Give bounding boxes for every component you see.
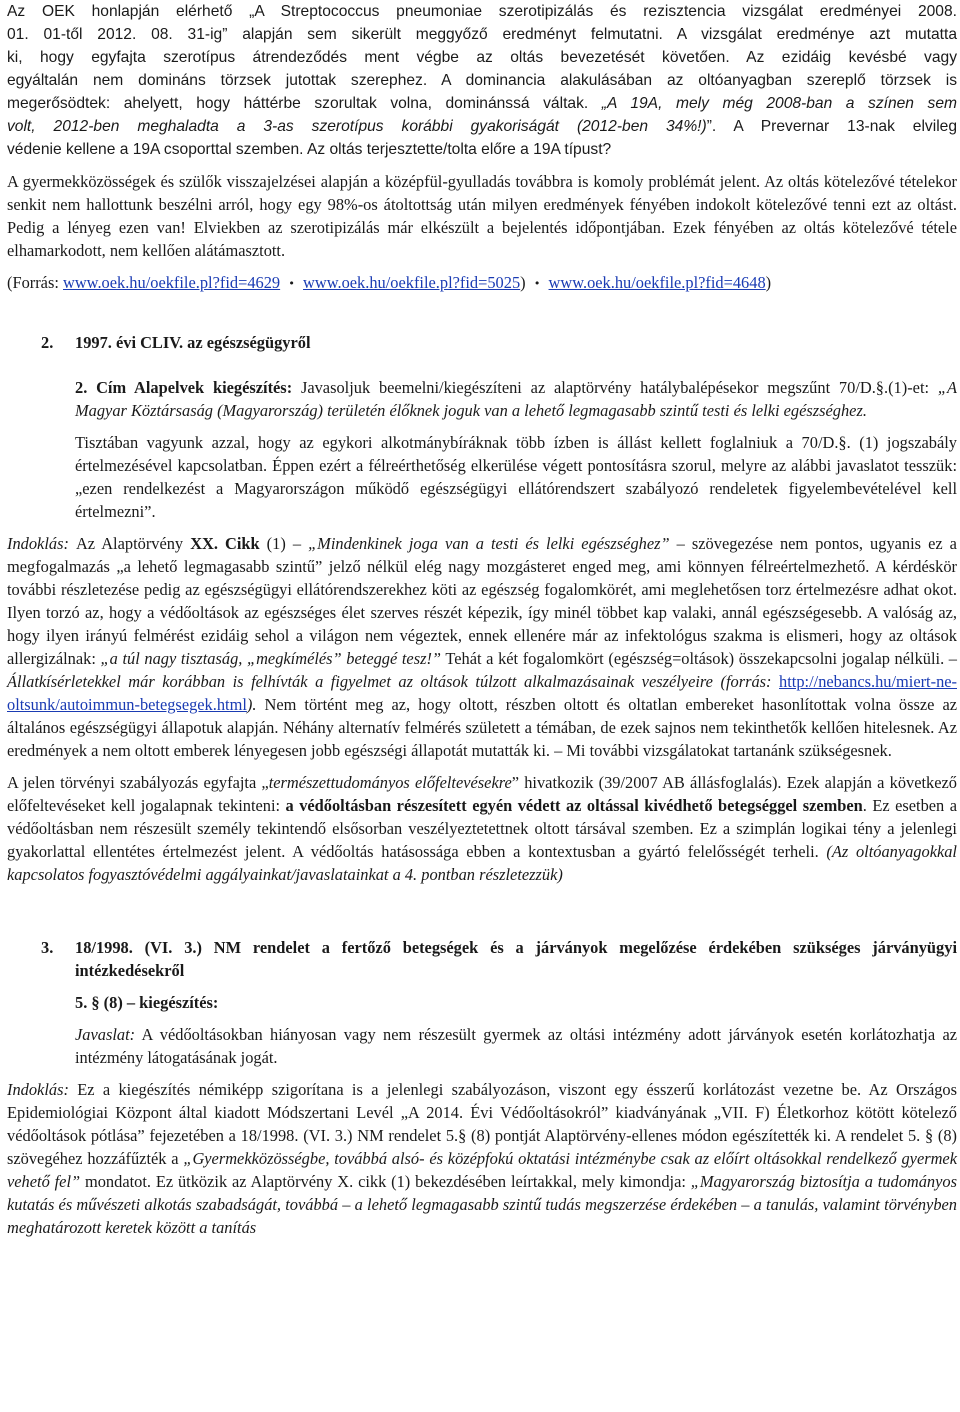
sources-close: )	[520, 273, 526, 292]
section-number: 3.	[41, 938, 54, 957]
alapelvek-text: Javasoljuk beemelni/kiegészíteni az alaptörvény hatálybalépésekor megszűnt 70/D.§.(1)-et:	[292, 378, 938, 397]
indoklas-italic: ).	[246, 695, 257, 714]
indoklas-text: Az Alaptörvény	[75, 534, 191, 553]
alapelvek-paragraph	[75, 376, 957, 422]
intro-quote: volt, 2012-ben meghaladta a 3-as szerotípus korábbi gyakoriságát (2012-ben 34%!)	[7, 118, 707, 135]
indoklas-label: Indoklás:	[7, 534, 76, 553]
indoklas-quote: „a túl nagy tisztaság, „megkímélés” beteggé tesz!”	[100, 649, 442, 668]
intro-text: megerősödtek: ahelyett, hogy háttérbe szorultak volna, dominánssá váltak.	[7, 95, 602, 112]
torvenyi-italic: természettudományos előfeltevésekre	[268, 773, 512, 792]
indoklas-quote: „Gyermekközösségbe, továbbá alsó- és középfokú oktatási intézménybe csak az előírt oltásokkal rendelkező gyermek vehető fel”	[7, 1149, 957, 1191]
intro-quote: „A 19A, mely még 2008-ban a színen sem	[601, 95, 958, 112]
intro-line	[7, 92, 957, 115]
torvenyi-paragraph	[7, 771, 957, 886]
indoklas-text: mondatot. Ez ütközik az Alaptörvény X. cikk (1) bekezdésében leírtakkal, mely kimondja:	[80, 1172, 691, 1191]
source-link-5025[interactable]: www.oek.hu/oekfile.pl?fid=5025	[303, 273, 521, 292]
torvenyi-text: . Ez esetben a védőoltásban nem részesült személy tekintendő elsősorban veszélyeztetettnek oltott társával szemben. Ez a szimplán logikai tény a jelenlegi gyakorlattal ellentétes értelmezést jelent. A védőoltás hatásossága ebben a kontextusban a gyártó felelősségét terheli.	[7, 796, 957, 861]
section-2-heading	[7, 331, 957, 354]
torvenyi-italic: (Az oltóanyagokkal kapcsolatos fogyasztóvédelmi aggályainkat/javaslatainkat a 4. pontban részletezzük)	[7, 842, 957, 884]
bullet-icon: •	[288, 277, 295, 290]
indoklas-article: XX. Cikk	[190, 534, 260, 553]
javaslat-label: Javaslat:	[75, 1025, 136, 1044]
intro-line: Az OEK honlapján elérhető „A Streptococcus pneumoniae szerotipizálás és rezisztencia vizsgálat eredményei 2008.	[7, 3, 957, 20]
intro-text: ”. A Prevernar 13-nak elvileg	[706, 118, 958, 135]
indoklas-italic: Állatkísérletekkel már korábban is felhívták a figyelmet az oltások túlzott alkalmazásainak veszélyeire (forrás:	[7, 672, 780, 691]
tisztaban-paragraph: Tisztában vagyunk azzal, hogy az egykori alkotmánybíráknak több ízben is állást kellett foglalniuk a 70/D.§. (1) jogszabály értelmezésével kapcsolatban. Éppen ezért a félreérthetőség elkerülése végett pontosításra szorul, melyre az alábbi javaslatot tesszük: „ezen rendelkezést a Magyarországon működő egészségügyi ellátórendszert szabályozó rendeletek figyelembevételével kell értelmezni”.	[75, 433, 957, 521]
intro-line: védenie kellene a 19A csoporttal szemben. Az oltás terjesztette/tolta előre a 19A típust?	[7, 141, 612, 158]
bullet-icon: •	[533, 277, 541, 290]
sources-line	[7, 271, 957, 295]
section-3-heading	[7, 936, 957, 982]
sources-prefix: (Forrás:	[7, 273, 63, 292]
nebancs-link[interactable]: http://nebancs.hu/miert-ne-oltsunk/autoimmun-betegsegek.html	[7, 672, 957, 714]
torvenyi-bold: a védőoltásban részesített egyén védett az oltással kivédhető betegséggel szemben	[285, 796, 863, 815]
source-link-4648[interactable]: www.oek.hu/oekfile.pl?fid=4648	[548, 273, 766, 292]
section-3-subheading: 5. § (8) – kiegészítés:	[75, 993, 219, 1012]
section-number: 2.	[41, 333, 54, 352]
indoklas-text: Nem történt meg az, hogy oltott, részben oltott és oltatlan embereket hasonlítottak volna össze az általános egészségügyi állapotuk alapján. Néhány alternatív felmérés született a témában, de ezek sajnos nem tekinthetők kellően hitelesnek. Az eredmények a nem oltott emberek lényegesen jobb egészségi állapotát mutatták ki. – Mi további vizsgálatokat tartanánk szükségesnek.	[7, 695, 957, 760]
indoklas-label: Indoklás:	[7, 1080, 69, 1099]
indoklas-paragraph	[7, 532, 957, 762]
torvenyi-text: A jelen törvényi szabályozás egyfajta „	[7, 773, 269, 792]
javaslat-text: A védőoltásokban hiányosan vagy nem részesült gyermek az oltási intézmény adott járványok esetén korlátozhatja az intézmény látogatásának jogát.	[75, 1025, 957, 1067]
source-link-4629[interactable]: www.oek.hu/oekfile.pl?fid=4629	[63, 273, 281, 292]
indoklas-text: Tehát a két fogalomkört (egészség=oltások) összekapcsolni jogalap nélküli. –	[441, 649, 957, 668]
intro-line: ki, hogy egyfajta szerotípus átrendeződés ment végbe az oltás bevezetését követően. Az ezidáig kevésbé vagy	[7, 49, 957, 66]
section-title: 1997. évi CLIV. az egészségügyről	[75, 333, 311, 352]
document-page	[7, 0, 957, 1239]
intro-line	[7, 115, 957, 138]
indoklas-quote: „Mindenkinek joga van a testi és lelki egészséghez”	[308, 534, 670, 553]
alapelvek-quote: „A Magyar Köztársaság (Magyarország) területén élőknek joguk van a lehető legmagasabb szintű testi és lelki egészséghez.	[75, 378, 957, 420]
javaslat-paragraph	[75, 1023, 957, 1069]
torvenyi-text: ” hivatkozik (39/2007 AB állásfoglalás). Ezek alapján a következő előfeltevéseket kell jogalapnak tekinteni:	[7, 773, 957, 815]
section-title: 18/1998. (VI. 3.) NM rendelet a fertőző betegségek és a járványok megelőzése érdekében szükséges járványügyi intézkedésekről	[75, 938, 957, 980]
sources-close: )	[765, 273, 772, 292]
intro-line: egyáltalán nem domináns törzsek jutottak szerephez. A dominancia alakulásában az oltóanyagban szereplő törzsek is	[7, 72, 957, 89]
indoklas-text: – szövegezése nem pontos, ugyanis ez a megfogalmazás „a lehető legmagasabb szintű” jelző nélkül elég nagy mozgásteret enged meg, ami könnyen félreértelmezhető. A kérdéskör további részletezése pedig az egészségügyi ellátórendszerekhez köti az egészség fogalomkörét, ami meglehetősen torz értelmezésre adhat okot. Ilyen torzó az, hogy a védőoltások az egészséges élet szerves részét képezik, így minél többet kap valaki, annál egészségesebb. A valóság az, hogy ilyen irányú felmérést ezidáig sehol a világon nem végeztek, ennek ellenére már az infektológus szakma is elismeri, hogy az oltások allergizálnak:	[7, 534, 957, 668]
indoklas-quote: „Magyarország biztosítja a tudományos kutatás és művészeti alkotás szabadságát, továbbá – a lehető legmagasabb szintű tudás megszerzése érdekében – a tanulás, valamint törvényben meghatározott keretek között a tanítás	[7, 1172, 957, 1237]
intro-line: 01. 01-től 2012. 08. 31-ig” alapján sem sikerült meggyőző eredményt felmutatni. A vizsgálat eredménye azt mutatta	[7, 26, 957, 43]
section-2-body	[75, 376, 957, 523]
intro-paragraph	[7, 0, 957, 161]
indoklas-text: (1) –	[259, 534, 309, 553]
indoklas-text: Ez a kiegészítés némiképp szigorítana is a jelenlegi szabályozáson, viszont egy ésszerű korlátozást vezetne be. Az Országos Epidemiológiai Központ által kiadott Módszertani Levél „A 2014. Évi Védőoltásokról” kiadványának „VII. F) Életkorhoz kötött kötelező védőoltások pótlása” fejezetében a 18/1998. (VI. 3.) NM rendelet 5.§ (8) pontját Alaptörvény-ellenes módon egészítették ki. A rendelet 5. § (8) szövegéhez hozzáfűzték a	[7, 1080, 957, 1168]
indoklas-paragraph-3	[7, 1078, 957, 1239]
feedback-paragraph: A gyermekközösségek és szülők visszajelzései alapján a középfül-gyulladás továbbra is komoly problémát jelent. Az oltás kötelezővé tételekor senkit nem hallottunk beszélni arról, hogy egy 98%-os átoltottság után milyen eredmények fényében indokolt kötelezővé tenni ezt az oltást. Pedig a lényeg ezen van! Elviekben az szerotipizálás már elkészült a bejelentés időpontjában. Ezek fényében az oltás kötelezővé tétele elhamarkodott, nem kellően alátámasztott.	[7, 172, 957, 260]
alapelvek-heading: 2. Cím Alapelvek kiegészítés:	[75, 378, 293, 397]
